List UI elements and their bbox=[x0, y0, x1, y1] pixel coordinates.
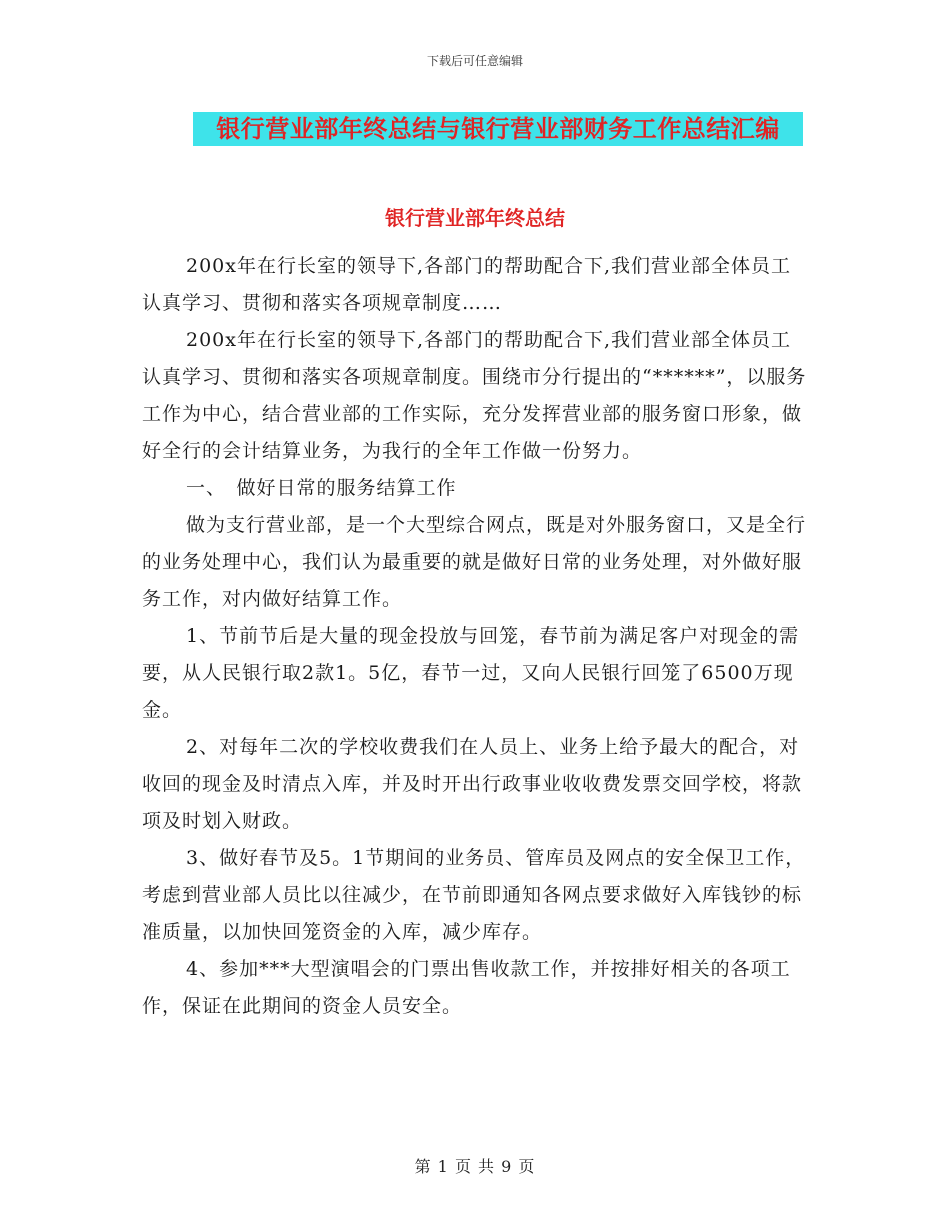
paragraph: 2、对每年二次的学校收费我们在人员上、业务上给予最大的配合，对收回的现金及时清点入库，并及时开出行政事业收收费发票交回学校，将款项及时划入财政。 bbox=[142, 736, 803, 832]
paragraph: 1、节前节后是大量的现金投放与回笼，春节前为满足客户对现金的需要，从人民银行取2款1。5亿，春节一过，又向人民银行回笼了6500万现金。 bbox=[142, 625, 800, 721]
paragraph: 做为支行营业部，是一个大型综合网点，既是对外服务窗口，又是全行的业务处理中心，我们认为最重要的就是做好日常的业务处理，对外做好服务工作，对内做好结算工作。 bbox=[142, 514, 807, 610]
document-body bbox=[142, 248, 810, 1025]
page-number: 第 1 页 共 9 页 bbox=[414, 1157, 536, 1176]
document-title: 银行营业部年终总结与银行营业部财务工作总结汇编 bbox=[216, 115, 780, 143]
paragraph: 3、做好春节及5。1节期间的业务员、管库员及网点的安全保卫工作，考虑到营业部人员比以往减少，在节前即通知各网点要求做好入库钱钞的标准质量，以加快回笼资金的入库，减少库存。 bbox=[142, 847, 806, 943]
paragraph: 200x年在行长室的领导下,各部门的帮助配合下,我们营业部全体员工认真学习、贯彻和落实各项规章制度…… bbox=[142, 255, 792, 314]
section-heading: 一、 做好日常的服务结算工作 bbox=[186, 477, 457, 499]
paragraph: 200x年在行长室的领导下,各部门的帮助配合下,我们营业部全体员工认真学习、贯彻和落实各项规章制度。围绕市分行提出的“******”，以服务工作为中心，结合营业部的工作实际，充分发挥营业部的服务窗口形象，做好全行的会计结算业务，为我行的全年工作做一份努力。 bbox=[142, 329, 807, 462]
section-title: 银行营业部年终总结 bbox=[385, 206, 565, 230]
paragraph: 4、参加***大型演唱会的门票出售收款工作，并按排好相关的各项工作，保证在此期间的资金人员安全。 bbox=[142, 958, 791, 1017]
page-header-note: 下载后可任意编辑 bbox=[426, 54, 523, 68]
